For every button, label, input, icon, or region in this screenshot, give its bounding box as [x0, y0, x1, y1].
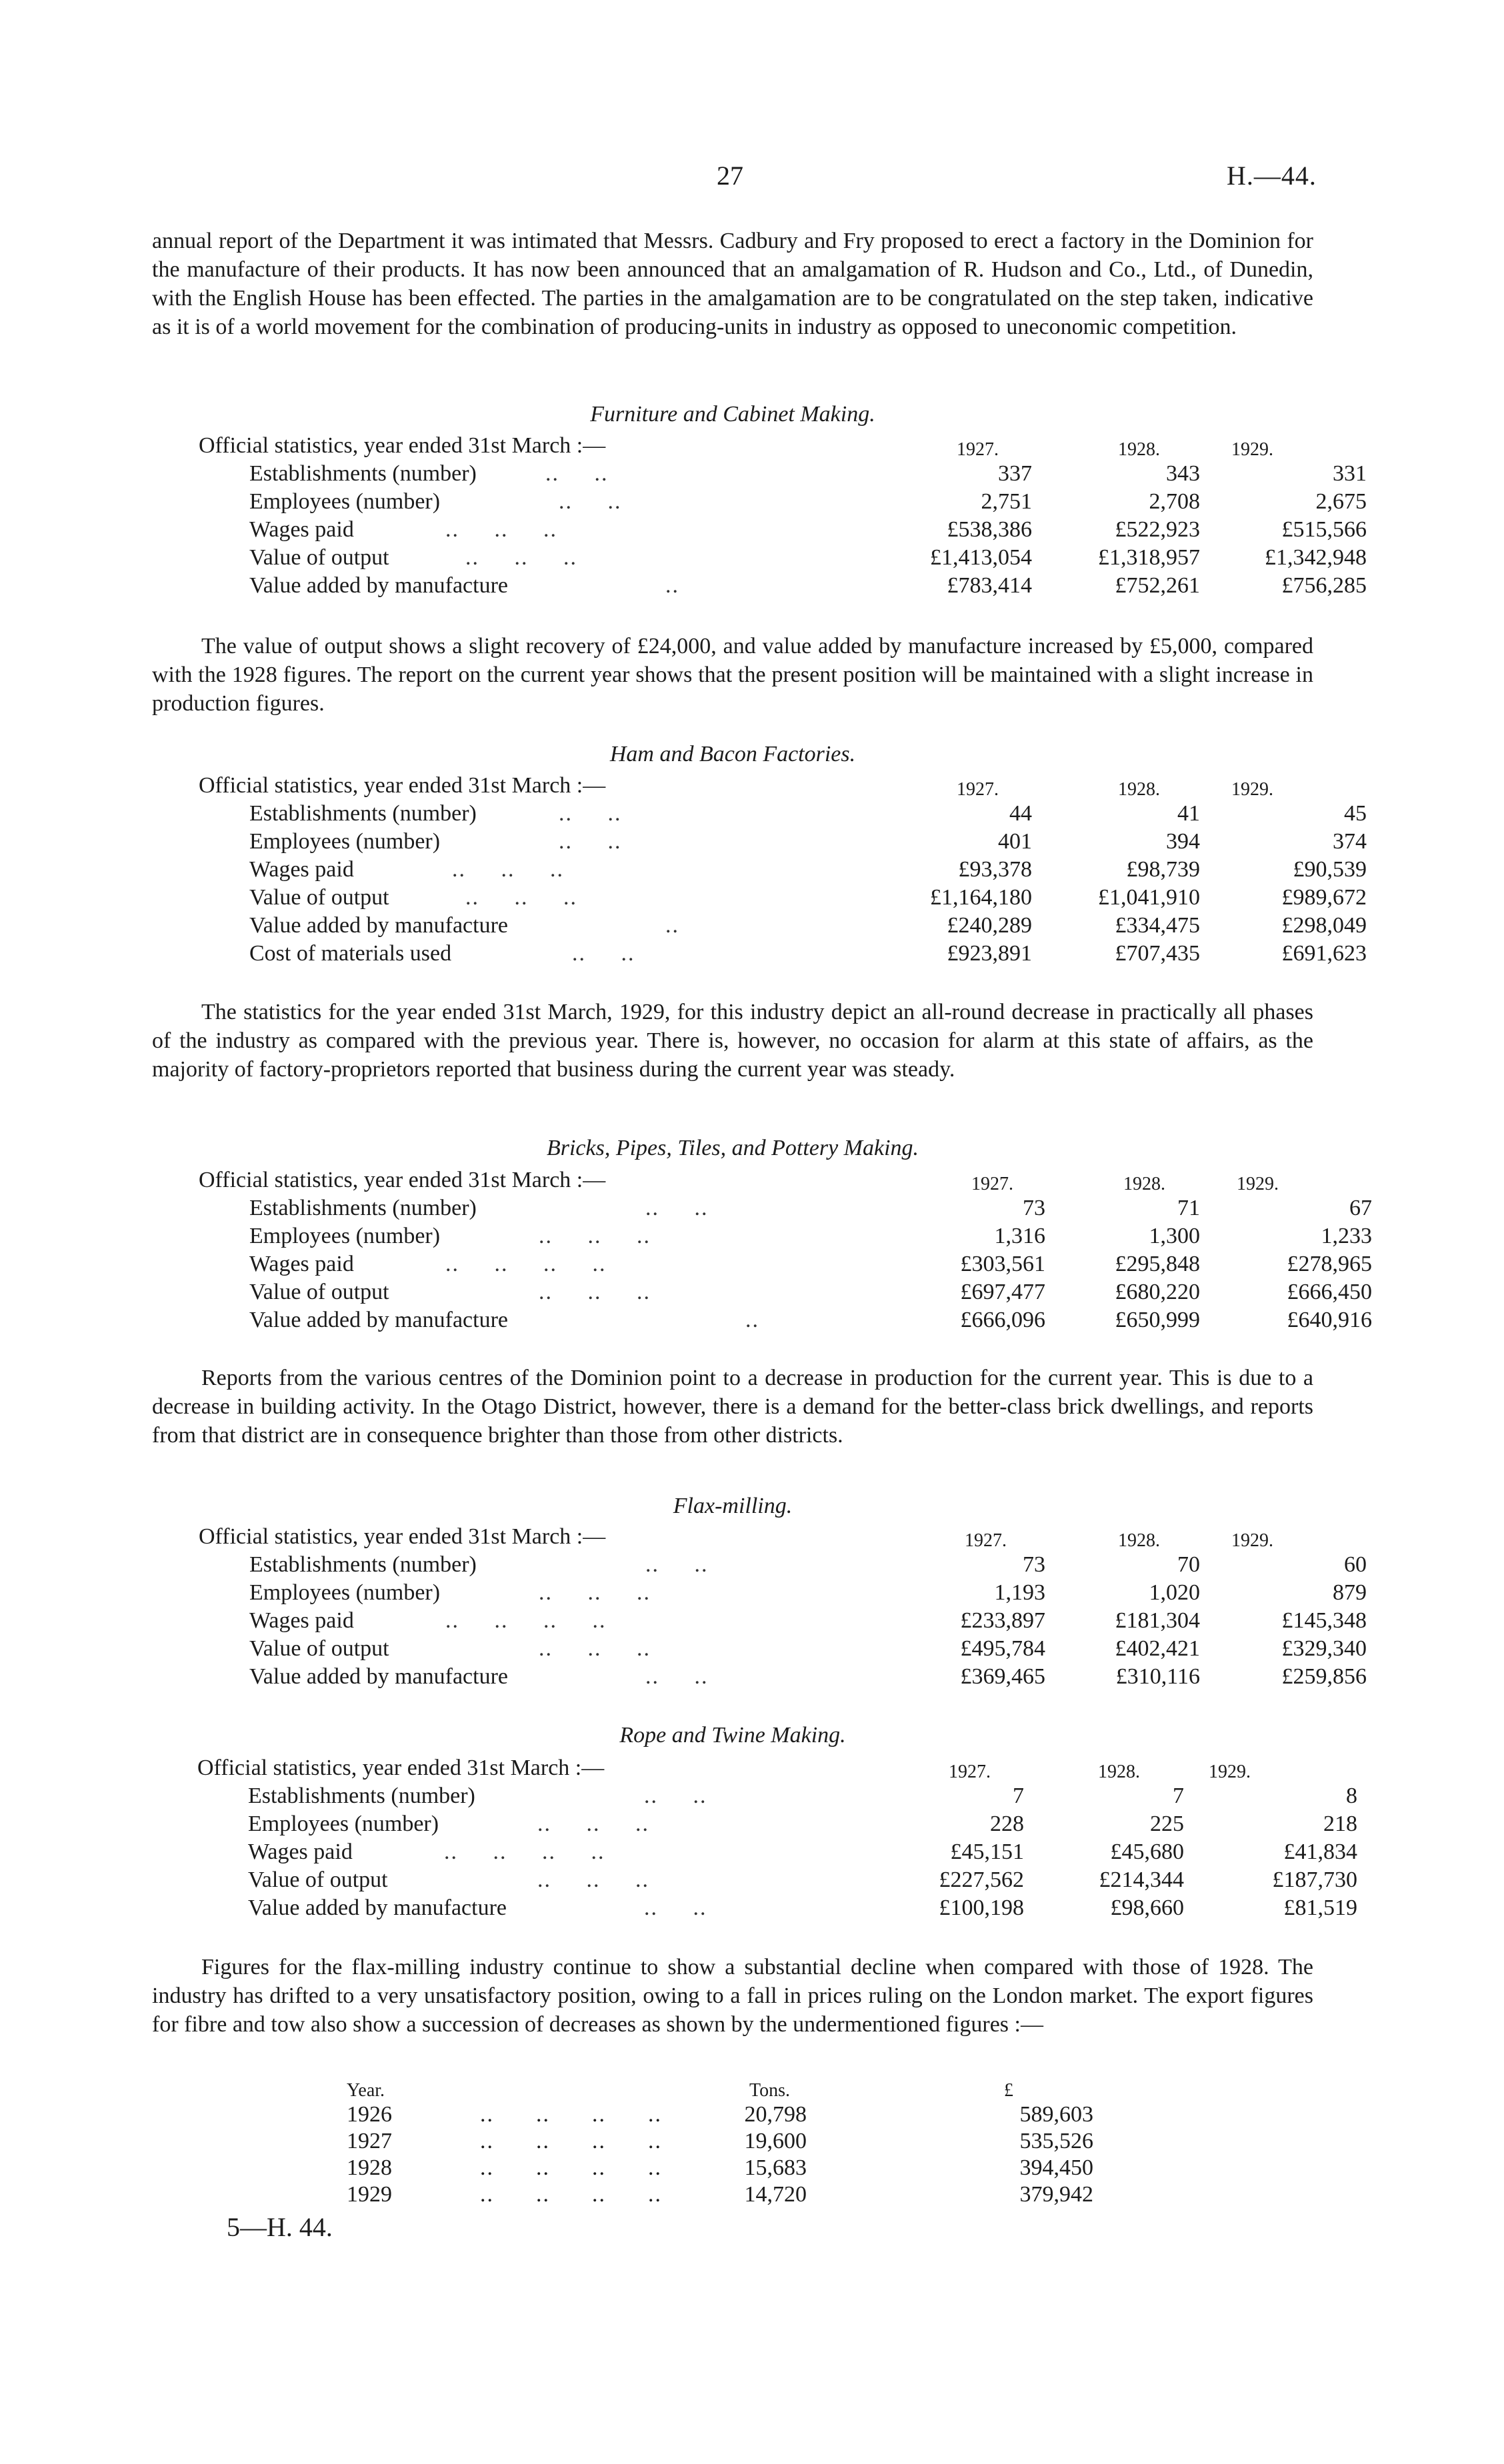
row-value: 8: [1346, 1784, 1357, 1808]
leader-dots: .. .. ..: [452, 857, 564, 882]
table-row: [199, 828, 1367, 856]
document-reference: H.—44.: [1227, 161, 1317, 191]
leader-dots: .. .. ..: [537, 1812, 649, 1836]
row-value: £227,562: [939, 1867, 1024, 1892]
export-value: 394,450: [1019, 2155, 1093, 2180]
row-value: £666,450: [1287, 1280, 1372, 1304]
row-value: 879: [1333, 1580, 1367, 1605]
export-year: 1929: [347, 2182, 392, 2207]
stats-label: Official statistics, year ended 31st March :—: [199, 1168, 606, 1192]
row-value: 2,708: [1149, 489, 1200, 514]
row-value: 337: [998, 461, 1032, 486]
leader-dots: .. ..: [572, 941, 635, 966]
year-header: 1929.: [1231, 1530, 1273, 1551]
row-value: £495,784: [960, 1636, 1045, 1661]
row-value: £93,378: [958, 857, 1032, 882]
export-year: 1927: [347, 2129, 392, 2153]
export-value: 589,603: [1019, 2102, 1093, 2127]
export-value: 535,526: [1019, 2129, 1093, 2153]
stats-table-flax-milling: [199, 1523, 1367, 1691]
year-header: 1929.: [1231, 779, 1273, 800]
row-value: 343: [1166, 461, 1200, 486]
section-title-furniture: Furniture and Cabinet Making.: [590, 402, 875, 427]
row-value: £666,096: [960, 1308, 1045, 1332]
row-label: Establishments (number): [248, 1784, 475, 1808]
stats-table-furniture: [199, 432, 1367, 600]
row-label: Establishments (number): [249, 461, 477, 486]
leader-dots: .. .. ..: [465, 545, 577, 570]
table-row: [199, 884, 1367, 912]
table-row: [199, 912, 1367, 940]
row-label: Wages paid: [249, 1252, 354, 1276]
leader-dots: .. .. ..: [539, 1580, 651, 1605]
row-label: Employees (number): [248, 1812, 439, 1836]
page-header: [0, 160, 1504, 200]
row-value: £240,289: [947, 913, 1032, 938]
year-header: 1928.: [1118, 439, 1160, 460]
leader-dots: ..: [665, 913, 679, 938]
row-value: £81,519: [1283, 1895, 1357, 1920]
row-value: £923,891: [947, 941, 1032, 966]
row-value: 71: [1177, 1196, 1200, 1220]
table-row: [199, 1222, 1372, 1250]
section-title-bricks-pottery: Bricks, Pipes, Tiles, and Pottery Making.: [546, 1136, 919, 1160]
year-header: 1929.: [1209, 1762, 1251, 1782]
intro-paragraph: annual report of the Department it was intimated that Messrs. Cadbury and Fry proposed to erect a factory in the Dominion for the manufacture of their products. It has now been announced that an amalgamation of R. Hudson and Co., Ltd., of Dunedin, with the English House has been effected. The parties in the amalgamation are to be congratulated on the step taken, indicative as it is of a world movement for the combination of producing-units in industry as opposed to uneconomic competition.: [152, 229, 1313, 339]
row-value: £145,348: [1281, 1608, 1367, 1633]
table-row: [199, 544, 1367, 572]
row-value: £310,116: [1115, 1664, 1200, 1689]
row-value: 70: [1177, 1552, 1200, 1577]
table-row: [197, 1782, 1357, 1810]
stats-table-rope-twine: [197, 1754, 1357, 1922]
export-tons: 15,683: [744, 2155, 807, 2180]
row-value: £691,623: [1281, 941, 1367, 966]
row-value: £295,848: [1115, 1252, 1200, 1276]
row-value: £515,566: [1281, 517, 1367, 542]
commentary-furniture: The value of output shows a slight recovery of £24,000, and value added by manufacture increased by £5,000, compared with the 1928 figures. The report on the current year shows that the present position will be maintained with a slight increase in production figures.: [152, 634, 1313, 716]
row-label: Value of output: [249, 545, 389, 570]
row-value: £1,342,948: [1265, 545, 1367, 570]
row-value: 45: [1344, 801, 1367, 826]
row-value: 394: [1166, 829, 1200, 854]
export-year: 1926: [347, 2102, 392, 2127]
row-value: 1,300: [1149, 1224, 1200, 1248]
row-value: £298,049: [1281, 913, 1367, 938]
row-label: Wages paid: [249, 1608, 354, 1633]
row-value: £402,421: [1115, 1636, 1200, 1661]
row-value: £214,344: [1099, 1867, 1184, 1892]
leader-dots: .. .. ..: [539, 1636, 651, 1661]
row-label: Establishments (number): [249, 1196, 477, 1220]
row-label: Wages paid: [249, 517, 354, 542]
row-value: 73: [1023, 1552, 1045, 1577]
row-value: £187,730: [1272, 1867, 1357, 1892]
row-value: 1,193: [994, 1580, 1045, 1605]
row-value: £989,672: [1281, 885, 1367, 910]
row-label: Value added by manufacture: [249, 1308, 508, 1332]
year-header: 1928.: [1098, 1762, 1140, 1782]
table-row: [199, 1194, 1372, 1222]
row-value: £697,477: [960, 1280, 1045, 1304]
row-label: Value added by manufacture: [249, 573, 508, 598]
year-header: 1927.: [957, 779, 999, 800]
row-value: 60: [1344, 1552, 1367, 1577]
row-value: 1,316: [994, 1224, 1045, 1248]
row-label: Value of output: [249, 1636, 389, 1661]
row-value: 1,233: [1321, 1224, 1372, 1248]
row-value: 228: [990, 1812, 1024, 1836]
table-row: [199, 1278, 1372, 1306]
section-title-flax-milling: Flax-milling.: [673, 1494, 793, 1518]
table-row: [199, 460, 1367, 488]
table-row: [199, 800, 1367, 828]
table-row: [197, 1866, 1357, 1894]
year-header: 1929.: [1231, 439, 1273, 460]
page-number: 27: [717, 161, 743, 191]
row-value: £45,151: [950, 1840, 1024, 1864]
row-label: Value added by manufacture: [249, 913, 508, 938]
row-value: £334,475: [1115, 913, 1200, 938]
table-row: [199, 572, 1367, 600]
row-value: 2,675: [1315, 489, 1367, 514]
leader-dots: .. .. .. ..: [480, 2102, 662, 2127]
leader-dots: .. ..: [559, 829, 622, 854]
row-value: £1,318,957: [1098, 545, 1200, 570]
leader-dots: .. ..: [545, 461, 609, 486]
row-label: Establishments (number): [249, 1552, 477, 1577]
year-header: 1928.: [1118, 779, 1160, 800]
signature-mark: 5—H. 44.: [227, 2212, 333, 2242]
row-label: Employees (number): [249, 829, 441, 854]
table-row: [199, 488, 1367, 516]
section-title-rope-twine: Rope and Twine Making.: [619, 1723, 846, 1748]
row-label: Establishments (number): [249, 801, 477, 826]
export-value: 379,942: [1019, 2182, 1093, 2207]
table-row: [199, 1607, 1367, 1635]
row-value: 374: [1333, 829, 1367, 854]
row-label: Employees (number): [249, 1580, 441, 1605]
row-value: £1,041,910: [1098, 885, 1200, 910]
row-value: £783,414: [947, 573, 1032, 598]
year-header: 1927.: [949, 1762, 991, 1782]
year-header: 1928.: [1118, 1530, 1160, 1551]
row-label: Employees (number): [249, 489, 441, 514]
table-row: [197, 1810, 1357, 1838]
stats-label: Official statistics, year ended 31st March :—: [199, 1524, 606, 1549]
leader-dots: .. ..: [559, 801, 622, 826]
stats-table-bricks-pottery: [199, 1166, 1372, 1334]
row-label: Cost of materials used: [249, 941, 452, 966]
row-value: £181,304: [1115, 1608, 1200, 1633]
leader-dots: .. .. .. ..: [480, 2155, 662, 2180]
row-value: 7: [1013, 1784, 1024, 1808]
row-value: 73: [1023, 1196, 1045, 1220]
row-value: 41: [1177, 801, 1200, 826]
leader-dots: .. .. ..: [539, 1224, 651, 1248]
row-value: 331: [1333, 461, 1367, 486]
table-row: [199, 1635, 1367, 1663]
leader-dots: .. .. .. ..: [444, 1840, 605, 1864]
row-value: £538,386: [947, 517, 1032, 542]
row-value: £369,465: [960, 1664, 1045, 1689]
row-value: £303,561: [960, 1252, 1045, 1276]
row-label: Employees (number): [249, 1224, 441, 1248]
leader-dots: .. ..: [644, 1784, 707, 1808]
row-value: £45,680: [1110, 1840, 1184, 1864]
leader-dots: .. ..: [559, 489, 622, 514]
export-tons: 19,600: [744, 2129, 807, 2153]
row-value: £1,413,054: [930, 545, 1032, 570]
leader-dots: .. .. .. ..: [480, 2129, 662, 2153]
export-tons: 20,798: [744, 2102, 807, 2127]
table-row: [197, 1894, 1357, 1922]
row-value: £650,999: [1115, 1308, 1200, 1332]
row-value: £278,965: [1287, 1252, 1372, 1276]
row-value: £41,834: [1283, 1840, 1357, 1864]
commentary-bricks-pottery: Reports from the various centres of the Dominion point to a decrease in production for the current year. This is due to a decrease in building activity. In the Otago District, however, there is a demand for the better-class brick dwellings, and reports from that district are in consequence brighter than those from other districts.: [152, 1366, 1313, 1448]
table-row: [197, 1838, 1357, 1866]
row-value: £100,198: [939, 1895, 1024, 1920]
row-value: £233,897: [960, 1608, 1045, 1633]
row-value: 1,020: [1149, 1580, 1200, 1605]
row-value: £640,916: [1287, 1308, 1372, 1332]
row-label: Value added by manufacture: [249, 1664, 508, 1689]
leader-dots: .. .. .. ..: [480, 2182, 662, 2207]
row-value: £1,164,180: [930, 885, 1032, 910]
leader-dots: .. .. ..: [539, 1280, 651, 1304]
row-value: £90,539: [1293, 857, 1367, 882]
export-tons: 14,720: [744, 2182, 807, 2207]
stats-label: Official statistics, year ended 31st March :—: [199, 433, 606, 458]
row-value: £707,435: [1115, 941, 1200, 966]
year-header: 1928.: [1123, 1174, 1165, 1194]
row-label: Value of output: [249, 1280, 389, 1304]
row-value: 225: [1150, 1812, 1184, 1836]
row-label: Value of output: [249, 885, 389, 910]
stats-label: Official statistics, year ended 31st March :—: [197, 1756, 605, 1780]
row-value: £522,923: [1115, 517, 1200, 542]
export-year: 1928: [347, 2155, 392, 2180]
row-label: Value added by manufacture: [248, 1895, 507, 1920]
row-value: £98,660: [1110, 1895, 1184, 1920]
table-row: [199, 1250, 1372, 1278]
leader-dots: .. ..: [645, 1196, 709, 1220]
leader-dots: .. .. ..: [445, 517, 557, 542]
row-label: Wages paid: [249, 857, 354, 882]
leader-dots: .. ..: [645, 1664, 709, 1689]
table-row: [199, 516, 1367, 544]
leader-dots: .. .. .. ..: [445, 1252, 607, 1276]
row-value: 67: [1349, 1196, 1372, 1220]
leader-dots: .. ..: [645, 1552, 709, 1577]
section-title-ham-bacon: Ham and Bacon Factories.: [609, 742, 856, 766]
table-row: [199, 1306, 1372, 1334]
leader-dots: ..: [665, 573, 679, 598]
table-row: [199, 856, 1367, 884]
table-row: [199, 1551, 1367, 1579]
row-label: Wages paid: [248, 1840, 353, 1864]
stats-table-ham-bacon: [199, 772, 1367, 968]
row-value: 2,751: [981, 489, 1032, 514]
leader-dots: .. .. ..: [537, 1867, 649, 1892]
row-value: £752,261: [1115, 573, 1200, 598]
table-row: [199, 940, 1367, 968]
leader-dots: .. .. ..: [465, 885, 577, 910]
leader-dots: .. .. .. ..: [445, 1608, 607, 1633]
row-value: 7: [1173, 1784, 1184, 1808]
year-header: 1927.: [957, 439, 999, 460]
leader-dots: ..: [745, 1308, 759, 1332]
row-value: 44: [1009, 801, 1032, 826]
year-column-header: Year.: [347, 2080, 385, 2101]
row-value: 401: [998, 829, 1032, 854]
row-value: £756,285: [1281, 573, 1367, 598]
commentary-ham-bacon: The statistics for the year ended 31st March, 1929, for this industry depict an all-round decrease in practically all phases of the industry as compared with the previous year. There is, however, no occasion for alarm at this state of affairs, as the majority of factory-proprietors reported that business during the current year was steady.: [152, 1000, 1313, 1082]
value-column-header: £: [1004, 2080, 1013, 2101]
row-value: £259,856: [1281, 1664, 1367, 1689]
row-label: Value of output: [248, 1867, 388, 1892]
row-value: £329,340: [1281, 1636, 1367, 1661]
year-header: 1927.: [971, 1174, 1013, 1194]
year-header: 1927.: [965, 1530, 1007, 1551]
table-row: [199, 1579, 1367, 1607]
row-value: £680,220: [1115, 1280, 1200, 1304]
row-value: 218: [1323, 1812, 1357, 1836]
row-value: £98,739: [1126, 857, 1200, 882]
table-row: [199, 1663, 1367, 1691]
stats-label: Official statistics, year ended 31st March :—: [199, 773, 606, 798]
leader-dots: .. ..: [644, 1895, 707, 1920]
commentary-flax-export: Figures for the flax-milling industry continue to show a substantial decline when compared with those of 1928. The industry has drifted to a very unsatisfactory position, owing to a fall in prices ruling on the London market. The export figures for fibre and tow also show a succession of decreases as shown by the undermentioned figures :—: [152, 1955, 1313, 2037]
year-header: 1929.: [1237, 1174, 1279, 1194]
tons-column-header: Tons.: [749, 2080, 790, 2101]
